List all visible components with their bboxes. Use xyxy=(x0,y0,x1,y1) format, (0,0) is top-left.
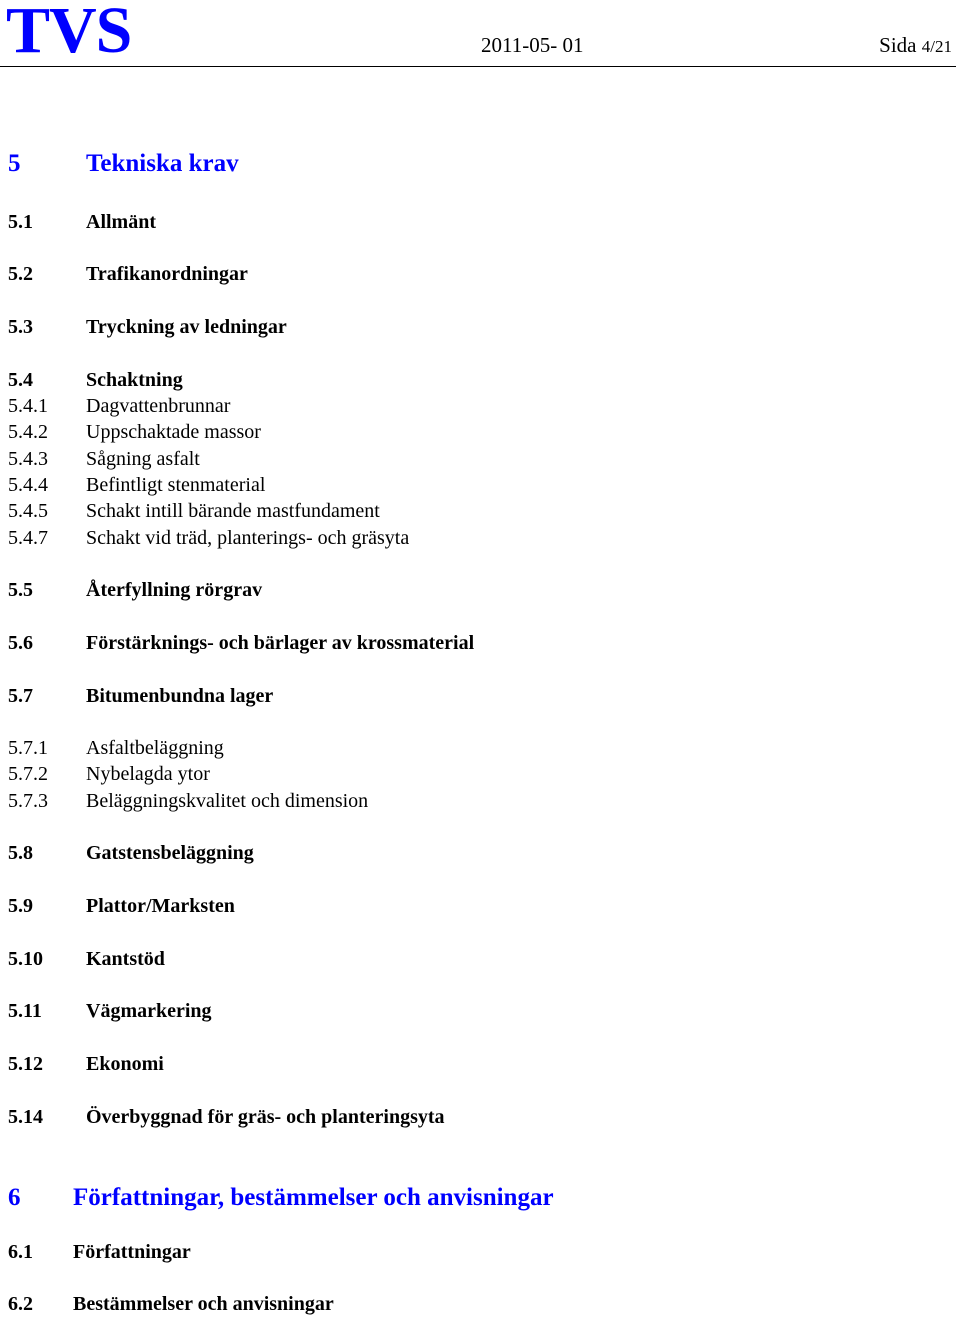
toc-entry xyxy=(8,998,212,1024)
toc-title: Överbyggnad för gräs- och planteringsyta xyxy=(86,1106,445,1128)
toc-entry xyxy=(8,419,261,445)
toc-entry xyxy=(8,393,230,419)
toc-entry xyxy=(8,1291,334,1317)
toc-number: 5.4.7 xyxy=(8,527,48,549)
toc-title: Författningar xyxy=(73,1241,191,1263)
toc-number: 5.4.1 xyxy=(8,395,48,417)
toc-number: 5.4.4 xyxy=(8,474,48,496)
toc-number: 5.5 xyxy=(8,579,33,601)
toc-title: Sågning asfalt xyxy=(86,448,200,470)
toc-number: 5.1 xyxy=(8,211,33,233)
tvs-logo: TVS xyxy=(6,0,132,67)
toc-entry xyxy=(8,209,156,235)
toc-title: Beläggningskvalitet och dimension xyxy=(86,790,369,812)
toc-title: Bitumenbundna lager xyxy=(86,685,274,707)
header-divider xyxy=(0,66,956,67)
toc-entry xyxy=(8,577,262,603)
toc-number: 5.9 xyxy=(8,895,33,917)
toc-entry xyxy=(8,314,287,340)
toc-number: 5.8 xyxy=(8,842,33,864)
toc-entry xyxy=(8,446,200,472)
toc-title: Tekniska krav xyxy=(86,150,239,177)
toc-entry xyxy=(8,472,265,498)
toc-title: Schaktning xyxy=(86,369,183,391)
toc-number: 5.12 xyxy=(8,1053,43,1075)
toc-entry xyxy=(8,735,224,761)
toc-title: Gatstensbeläggning xyxy=(86,842,254,864)
toc-title: Nybelagda ytor xyxy=(86,763,210,785)
toc-title: Uppschaktade massor xyxy=(86,421,261,443)
toc-number: 5.4.5 xyxy=(8,500,48,522)
toc-number: 6.1 xyxy=(8,1241,33,1263)
toc-title: Vägmarkering xyxy=(86,1000,212,1022)
toc-number: 5.4.3 xyxy=(8,448,48,470)
toc-entry xyxy=(8,498,380,524)
toc-number: 5.7.2 xyxy=(8,763,48,785)
toc-entry xyxy=(8,630,474,656)
toc-entry xyxy=(8,946,165,972)
toc-title: Dagvattenbrunnar xyxy=(86,395,231,417)
toc-title: Plattor/Marksten xyxy=(86,895,235,917)
toc-number: 5.7.3 xyxy=(8,790,48,812)
toc-title: Återfyllning rörgrav xyxy=(86,579,263,601)
toc-number: 5.6 xyxy=(8,632,33,654)
toc-entry xyxy=(8,840,254,866)
toc-entry xyxy=(8,1183,554,1213)
toc-number: 5.4 xyxy=(8,369,33,391)
page-label: Sida xyxy=(879,33,922,57)
document-date: 2011-05- 01 xyxy=(481,33,584,57)
toc-entry xyxy=(8,1104,445,1130)
toc-number: 5 xyxy=(8,150,21,177)
toc-title: Tryckning av ledningar xyxy=(86,316,287,338)
toc-number: 5.2 xyxy=(8,263,33,285)
toc-number: 6.2 xyxy=(8,1293,33,1315)
toc-title: Ekonomi xyxy=(86,1053,164,1075)
toc-number: 5.14 xyxy=(8,1106,43,1128)
toc-title: Asfaltbeläggning xyxy=(86,737,224,759)
toc-number: 5.4.2 xyxy=(8,421,48,443)
toc-number: 6 xyxy=(8,1184,21,1211)
toc-entry xyxy=(8,149,239,179)
toc-entry xyxy=(8,761,210,787)
toc-title: Schakt vid träd, planterings- och gräsyta xyxy=(86,527,410,549)
toc-entry xyxy=(8,1051,164,1077)
toc-title: Allmänt xyxy=(86,211,156,233)
toc-title: Bestämmelser och anvisningar xyxy=(73,1293,334,1315)
toc-title: Befintligt stenmaterial xyxy=(86,474,266,496)
page-indicator xyxy=(879,33,952,59)
toc-entry xyxy=(8,1239,191,1265)
toc-entry xyxy=(8,367,183,393)
page-number: 4/21 xyxy=(921,37,952,56)
toc-title: Kantstöd xyxy=(86,948,165,970)
toc-title: Författningar, bestämmelser och anvisningar xyxy=(73,1184,554,1211)
toc-number: 5.7 xyxy=(8,685,33,707)
toc-title: Förstärknings- och bärlager av krossmaterial xyxy=(86,632,475,654)
toc-entry xyxy=(8,261,248,287)
toc-entry xyxy=(8,893,235,919)
toc-entry xyxy=(8,525,409,551)
toc-title: Schakt intill bärande mastfundament xyxy=(86,500,380,522)
toc-title: Trafikanordningar xyxy=(86,263,248,285)
toc-number: 5.3 xyxy=(8,316,33,338)
toc-entry xyxy=(8,788,368,814)
toc-number: 5.7.1 xyxy=(8,737,48,759)
toc-number: 5.11 xyxy=(8,1000,42,1022)
toc-number: 5.10 xyxy=(8,948,43,970)
toc-entry xyxy=(8,683,273,709)
